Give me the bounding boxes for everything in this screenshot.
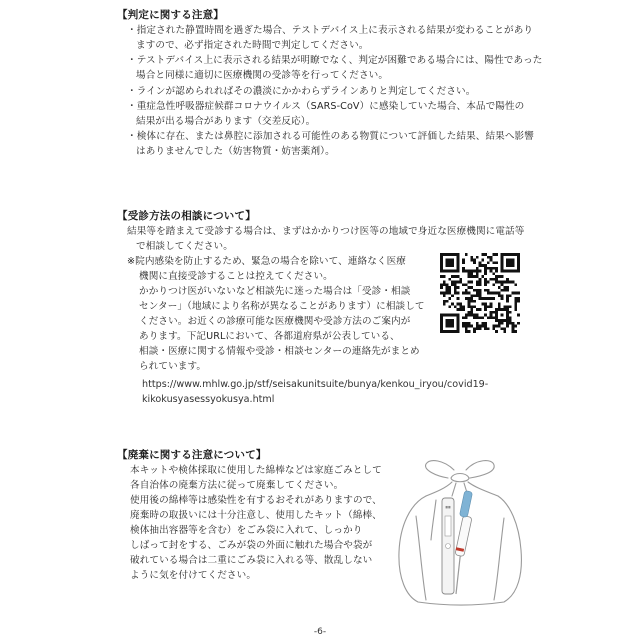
section-heading-consultation: 【受診方法の相談について】	[117, 210, 256, 222]
note-line: られています。	[139, 361, 207, 372]
paragraph-line: ・ラインが認められればその濃淡にかかわらずラインありと判定してください。	[127, 86, 476, 97]
paragraph-line: ・検体に存在、または鼻腔に添加される可能性のある物質について評価した結果、結果へ影響	[127, 131, 534, 142]
note-line: ください。お近くの診療可能な医療機関や受診方法のご案内が	[139, 316, 411, 327]
paragraph-line: しばって封をする、ごみが袋の外面に触れた場合や袋が	[130, 540, 373, 551]
paragraph-line: ・テストデバイス上に表示される結果が明瞭でなく、判定が困難である場合には、陽性であった	[127, 55, 543, 66]
paragraph-line: 結果等を踏まえて受診する場合は、まずはかかりつけ医等の地域で身近な医療機関に電話等	[127, 226, 525, 237]
paragraph-line: ・指定された静置時間を過ぎた場合、テストデバイス上に表示される結果が変わることがあり	[127, 25, 534, 36]
note-line: ※院内感染を防止するため、緊急の場合を除いて、連絡なく医療	[127, 256, 406, 267]
note-line: 機関に直接受診することは控えてください。	[139, 271, 333, 282]
note-line: かかりつけ医がいないなど相談先に迷った場合は「受診・相談	[139, 286, 411, 297]
paragraph-line: 検体抽出容器等を含む）をごみ袋に入れて、しっかり	[130, 525, 363, 536]
section-heading-disposal: 【廃棄に関する注意について】	[117, 449, 267, 461]
url-link[interactable]: https://www.mhlw.go.jp/stf/seisakunitsuite/bunya/kenkou_iryou/covid19-	[142, 379, 489, 390]
page-number: -6-	[313, 627, 327, 637]
section-heading-judgment: 【判定に関する注意】	[117, 9, 224, 21]
paragraph-line: 廃棄時の取扱いには十分注意し、使用したキット（綿棒、	[130, 510, 382, 521]
url-link[interactable]: kikokusyasessyokusya.html	[142, 394, 275, 405]
note-line: 相談・医療に関する情報や受診・相談センターの連絡先がまとめ	[139, 346, 420, 357]
note-line: センター」（地域により名称が異なることがあります）に相談して	[139, 301, 425, 312]
svg-text:▮▮▮: ▮▮▮	[445, 505, 451, 509]
paragraph-line: 本キットや検体採取に使用した綿棒などは家庭ごみとして	[130, 465, 382, 476]
paragraph-line: 場合と同様に適切に医療機関の受診等を行ってください。	[136, 70, 389, 81]
paragraph-line: 使用後の綿棒等は感染性を有するおそれがありますので、	[130, 495, 382, 506]
paragraph-line: で相談してください。	[136, 241, 233, 252]
paragraph-line: ように気を付けてください。	[130, 570, 257, 581]
paragraph-line: ・重症急性呼吸器症候群コロナウイルス（SARS-CoV）に感染していた場合、本品で陽性の	[127, 101, 525, 112]
paragraph-line: はありませんでした（妨害物質・妨害薬剤）。	[136, 146, 335, 157]
garbage-bag-icon	[396, 456, 524, 606]
qr-code-icon[interactable]	[440, 253, 520, 333]
paragraph-line: 各自治体の廃棄方法に従って廃棄してください。	[130, 480, 344, 491]
paragraph-line: ますので、必ず指定された時間で判定してください。	[136, 40, 369, 51]
paragraph-line: 破れている場合は二重にごみ袋に入れる等、散乱しない	[130, 555, 373, 566]
note-line: あります。下記URLにおいて、各都道府県が公表している、	[139, 331, 400, 342]
paragraph-line: 結果が出る場合があります（交差反応）。	[136, 116, 316, 127]
